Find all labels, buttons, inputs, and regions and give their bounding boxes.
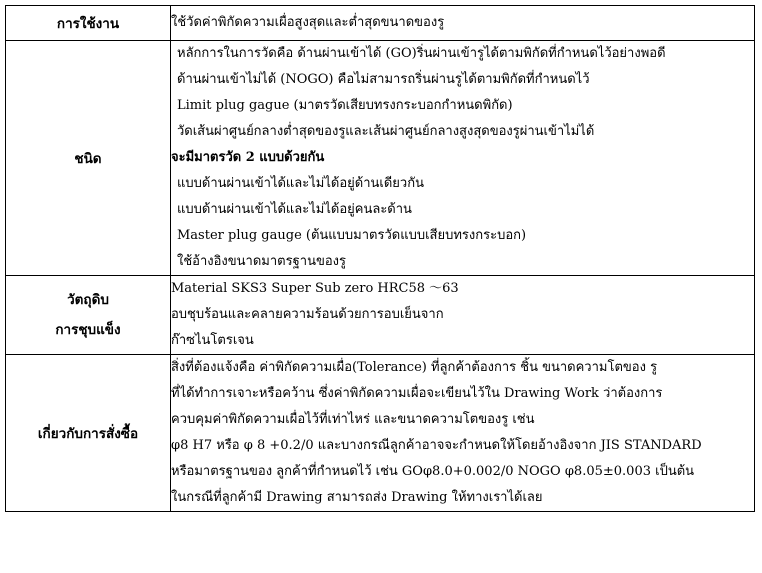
type-line: แบบด้านผ่านเข้าได้และไม่ได้อยู่ด้านเดียวกัน — [177, 176, 424, 191]
hardening-heading: การชุบแข็ง — [55, 322, 121, 338]
order-line: ควบคุมค่าพิกัดความเผื่อไว้ที่เท่าไหร่ และขนาดความโตของรู เช่น — [171, 412, 535, 427]
type-line: Limit plug gague (มาตรวัดเสียบทรงกระบอกกำหนดพิกัด) — [177, 98, 513, 113]
type-line: วัดเส้นผ่าศูนย์กลางต่ำสุดของรูและเส้นผ่าศูนย์กลางสูงสุดของรูผ่านเข้าไม่ได้ — [177, 124, 595, 139]
order-line: φ8 H7 หรือ φ 8 +0.2/0 และบางกรณีลูกค้าอาจจะกำหนดให้โดยอ้างอิงจาก JIS STANDARD — [171, 438, 702, 453]
material-line: อบชุบร้อนและคลายความร้อนด้วยการอบเย็นจาก — [171, 307, 444, 322]
order-line: ที่ได้ทำการเจาะหรือคว้าน ซึ่งค่าพิกัดความเผื่อจะเขียนไว้ใน Drawing Work ว่าต้องการ — [171, 386, 663, 401]
table-row-material — [6, 276, 755, 355]
table-row-order — [6, 355, 755, 512]
row-body-type — [171, 41, 755, 276]
material-heading: วัตถุดิบ — [67, 292, 109, 308]
table-row-usage — [6, 6, 755, 41]
row-header-type: ชนิด — [6, 41, 171, 276]
row-body-order — [171, 355, 755, 512]
order-line: ในกรณีที่ลูกค้ามี Drawing สามารถส่ง Drawing ให้ทางเราได้เลย — [171, 490, 543, 505]
type-line: ใช้อ้างอิงขนาดมาตรฐานของรู — [177, 254, 346, 269]
order-line: หรือมาตรฐานของ ลูกค้าที่กำหนดไว้ เช่น GOφ8.0+0.002/0 NOGO φ8.05±0.003 เป็นต้น — [171, 464, 695, 479]
row-body-usage — [171, 6, 755, 41]
row-body-material — [171, 276, 755, 355]
type-line: ด้านผ่านเข้าไม่ได้ (NOGO) คือไม่สามารถริ่นผ่านรูได้ตามพิกัดที่กำหนดไว้ — [177, 72, 590, 87]
type-line: Master plug gauge (ต้นแบบมาตรวัดแบบเสียบทรงกระบอก) — [177, 228, 527, 243]
row-header-material — [6, 276, 171, 355]
type-subheading: จะมีมาตรวัด 2 แบบด้วยกัน — [171, 150, 325, 165]
type-line: แบบด้านผ่านเข้าได้และไม่ได้อยู่คนละด้าน — [177, 202, 412, 217]
order-line: สิ่งที่ต้องแจ้งคือ ค่าพิกัดความเผื่อ(Tolerance) ที่ลูกค้าต้องการ ชิ้น ขนาดความโตของ รู — [171, 360, 658, 375]
material-line: Material SKS3 Super Sub zero HRC58 〜63 — [171, 281, 459, 296]
table-row-type — [6, 41, 755, 276]
spec-table — [5, 5, 755, 512]
row-header-usage: การใช้งาน — [6, 6, 171, 41]
type-line: หลักการในการวัดคือ ด้านผ่านเข้าได้ (GO)ริ่นผ่านเข้ารูได้ตามพิกัดที่กำหนดไว้อย่างพอดี — [177, 46, 666, 61]
material-line: ก๊าซไนโตรเจน — [171, 333, 254, 348]
usage-line: ใช้วัดค่าพิกัดความเผื่อสูงสุดและต่ำสุดขนาดของรู — [171, 15, 445, 30]
row-header-order: เกี่ยวกับการสั่งซื้อ — [6, 355, 171, 512]
